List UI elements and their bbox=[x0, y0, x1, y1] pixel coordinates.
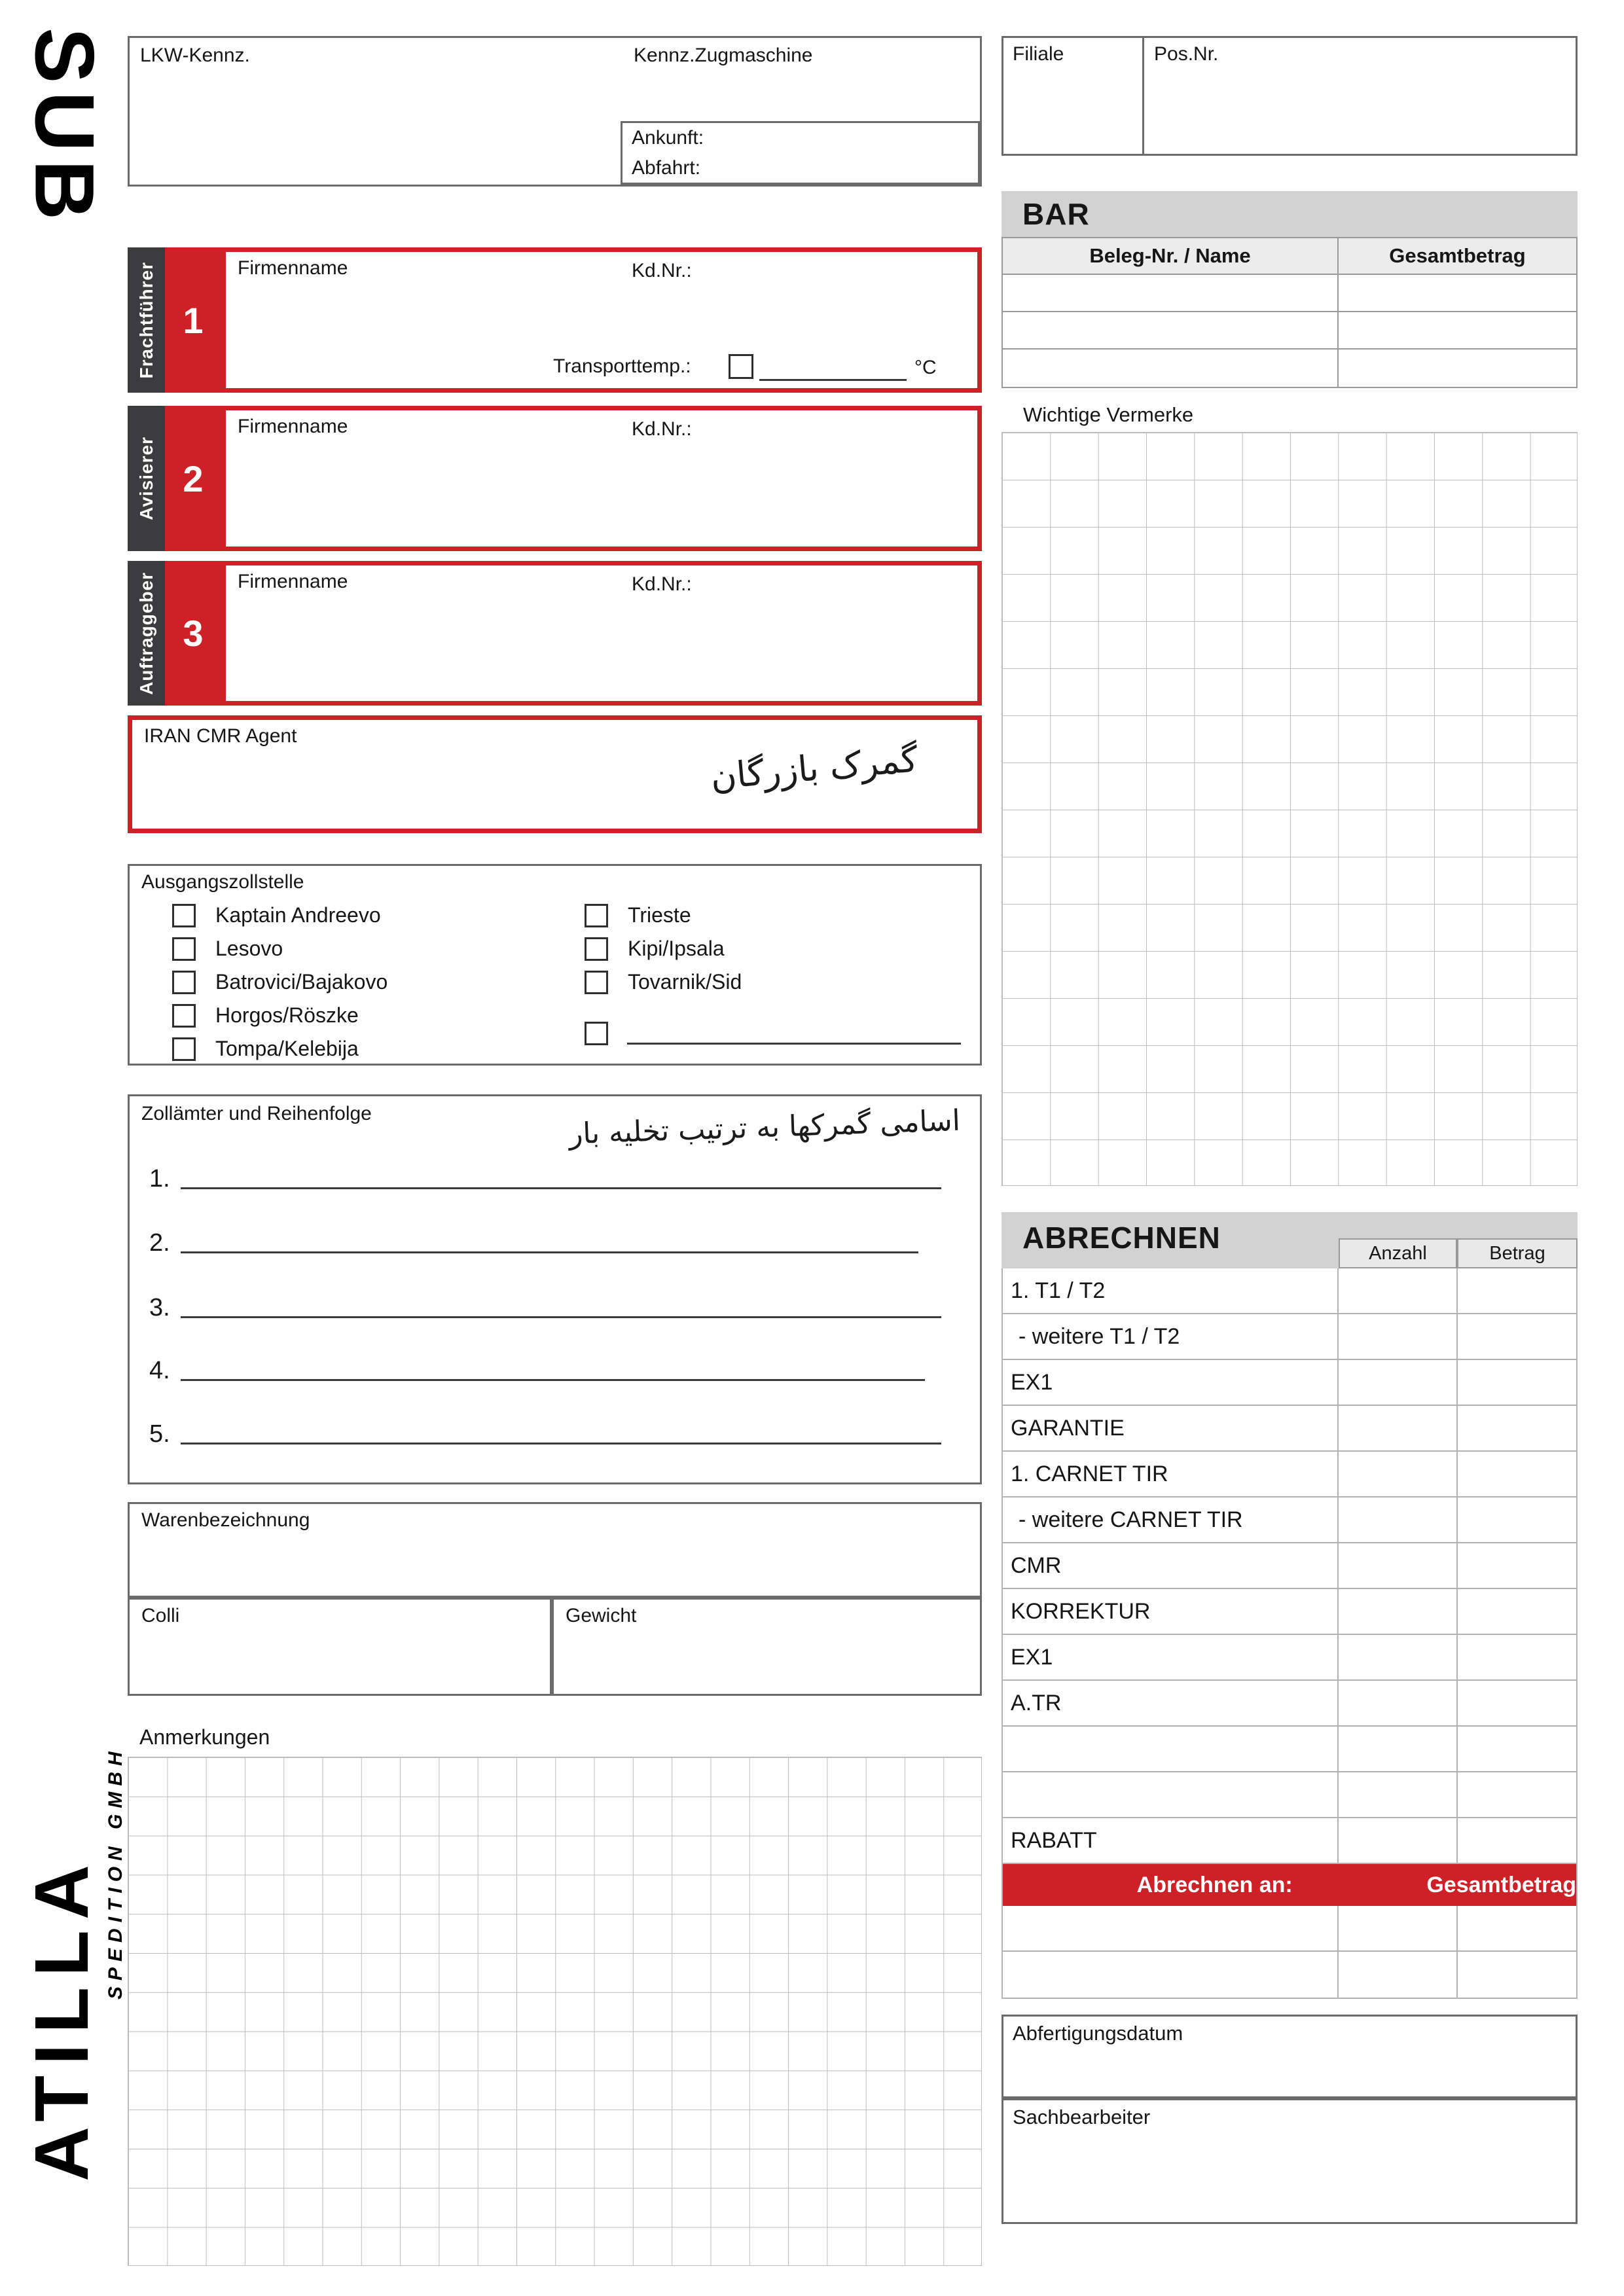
gewicht-box[interactable] bbox=[552, 1598, 982, 1696]
abrechnen-row bbox=[1003, 1543, 1576, 1589]
auftraggeber-side-label: Auftraggeber bbox=[135, 571, 156, 695]
bar-table-row bbox=[1003, 350, 1576, 387]
zoll-line-number: 5. bbox=[149, 1420, 170, 1448]
zoll-line-2 bbox=[149, 1226, 918, 1257]
abrechnen-row-label: EX1 bbox=[1003, 1360, 1339, 1405]
abrechnen-row-blank bbox=[1003, 1906, 1576, 1952]
anmerkungen-label: Anmerkungen bbox=[139, 1725, 270, 1749]
zollstelle-option bbox=[585, 903, 691, 927]
atilla-logo-subtitle-text: SPEDITION GMBH bbox=[105, 1746, 126, 2000]
frachtfuehrer-side-bar bbox=[128, 247, 165, 393]
warenbezeichnung-box[interactable] bbox=[128, 1502, 982, 1598]
abrechnen-row-label: CMR bbox=[1003, 1543, 1339, 1588]
zollaemter-box bbox=[128, 1094, 982, 1484]
abrechnen-anzahl-cell[interactable] bbox=[1339, 1406, 1458, 1450]
abrechnen-row-label: KORREKTUR bbox=[1003, 1589, 1339, 1634]
gewicht-label: Gewicht bbox=[566, 1605, 637, 1626]
abrechnen-an-label: Abrechnen an: bbox=[1136, 1872, 1293, 1897]
abrechnen-anzahl-cell[interactable] bbox=[1339, 1498, 1458, 1542]
abrechnen-anzahl-cell[interactable] bbox=[1339, 1906, 1458, 1950]
zollstelle-checkbox[interactable] bbox=[172, 1004, 196, 1028]
abrechnen-row-label: EX1 bbox=[1003, 1635, 1339, 1679]
zollstelle-checkbox[interactable] bbox=[172, 904, 196, 927]
abrechnen-row bbox=[1003, 1314, 1576, 1360]
abrechnen-anzahl-cell[interactable] bbox=[1339, 1268, 1458, 1313]
bar-table-row bbox=[1003, 275, 1576, 312]
abfahrt-label: Abfahrt: bbox=[632, 157, 701, 179]
abrechnen-row bbox=[1003, 1360, 1576, 1406]
bar-cell-betrag[interactable] bbox=[1339, 312, 1576, 348]
kdnr-label: Kd.Nr.: bbox=[632, 260, 692, 281]
bar-cell-beleg[interactable] bbox=[1003, 275, 1339, 311]
ausgangszollstelle-box bbox=[128, 864, 982, 1066]
abrechnen-row-label: - weitere CARNET TIR bbox=[1003, 1498, 1339, 1542]
abrechnen-row bbox=[1003, 1268, 1576, 1314]
arrival-departure-box[interactable] bbox=[621, 121, 980, 185]
section-2-number bbox=[165, 406, 221, 551]
betrag-header: Betrag bbox=[1457, 1238, 1578, 1268]
bar-table-header-row bbox=[1003, 238, 1576, 275]
sub-logo bbox=[18, 27, 110, 296]
transporttemp-checkbox[interactable] bbox=[729, 354, 753, 379]
abrechnen-betrag-cell[interactable] bbox=[1458, 1681, 1576, 1725]
ankunft-label: Ankunft: bbox=[632, 127, 704, 149]
abrechnen-row-blank bbox=[1003, 1952, 1576, 1998]
anzahl-header: Anzahl bbox=[1339, 1238, 1457, 1268]
abrechnen-anzahl-cell[interactable] bbox=[1339, 1589, 1458, 1634]
zoll-line-1 bbox=[149, 1162, 941, 1193]
zollstelle-option bbox=[172, 1037, 359, 1061]
zoll-line-5 bbox=[149, 1417, 941, 1448]
atilla-logo-subtitle bbox=[102, 1692, 130, 2000]
zollstelle-option bbox=[585, 937, 725, 961]
truck-info-box[interactable] bbox=[128, 36, 982, 187]
abrechnen-row-label bbox=[1003, 1906, 1339, 1950]
abrechnen-an-bar bbox=[1003, 1864, 1576, 1906]
iran-cmr-agent-label: IRAN CMR Agent bbox=[144, 725, 297, 747]
zollstelle-option bbox=[172, 970, 388, 994]
sachbearbeiter-box[interactable] bbox=[1001, 2098, 1578, 2224]
abrechnen-row bbox=[1003, 1635, 1576, 1681]
gesamtbetrag-header: Gesamtbetrag bbox=[1389, 244, 1526, 267]
frachtfuehrer-input-area[interactable] bbox=[221, 247, 982, 393]
zollstelle-option-label: Horgos/Röszke bbox=[215, 1003, 359, 1027]
abrechnen-anzahl-cell[interactable] bbox=[1339, 1681, 1458, 1725]
zoll-line-number: 4. bbox=[149, 1357, 170, 1384]
abrechnen-anzahl-cell[interactable] bbox=[1339, 1772, 1458, 1817]
frachtfuehrer-side-label: Frachtführer bbox=[135, 261, 156, 379]
transporttemp-label: Transporttemp.: bbox=[553, 355, 691, 377]
bar-cell-beleg[interactable] bbox=[1003, 350, 1339, 387]
bar-title: BAR bbox=[1022, 197, 1090, 231]
abrechnen-betrag-cell[interactable] bbox=[1458, 1589, 1576, 1634]
iran-cmr-agent-box[interactable] bbox=[128, 715, 982, 833]
abrechnen-betrag-cell[interactable] bbox=[1458, 1543, 1576, 1588]
abrechnen-betrag-cell[interactable] bbox=[1458, 1314, 1576, 1359]
abrechnen-anzahl-cell[interactable] bbox=[1339, 1314, 1458, 1359]
beleg-nr-name-header: Beleg-Nr. / Name bbox=[1003, 238, 1339, 274]
wichtige-vermerke-label: Wichtige Vermerke bbox=[1023, 403, 1194, 426]
zollaemter-handwriting: اسامی گمرکها به ترتیب تخلیه بار bbox=[568, 1103, 961, 1151]
auftraggeber-side-bar bbox=[128, 561, 165, 706]
zollstelle-option-label: Trieste bbox=[628, 903, 691, 927]
gesamtbetrag-label: Gesamtbetrag bbox=[1426, 1872, 1576, 1897]
vermerke-grid[interactable] bbox=[1001, 432, 1578, 1186]
bar-table-row bbox=[1003, 312, 1576, 350]
abrechnen-anzahl-cell[interactable] bbox=[1339, 1360, 1458, 1405]
abrechnen-row bbox=[1003, 1681, 1576, 1727]
zollaemter-label: Zollämter und Reihenfolge bbox=[141, 1103, 372, 1124]
abrechnen-title: ABRECHNEN bbox=[1022, 1221, 1221, 1255]
kdnr-label: Kd.Nr.: bbox=[632, 418, 692, 440]
bar-section-header bbox=[1001, 191, 1578, 237]
zollstelle-option-label: Tovarnik/Sid bbox=[628, 970, 742, 994]
abrechnen-betrag-cell[interactable] bbox=[1458, 1268, 1576, 1313]
zoll-writein-line[interactable] bbox=[181, 1187, 941, 1189]
abrechnen-row bbox=[1003, 1406, 1576, 1452]
abrechnen-betrag-cell[interactable] bbox=[1458, 1952, 1576, 1998]
abrechnen-anzahl-cell[interactable] bbox=[1339, 1543, 1458, 1588]
abrechnen-row bbox=[1003, 1589, 1576, 1635]
zoll-line-4 bbox=[149, 1354, 925, 1385]
zollstelle-other-writein-line[interactable] bbox=[627, 1022, 961, 1045]
zollstelle-option-label: Lesovo bbox=[215, 937, 283, 960]
rabatt-label: RABATT bbox=[1003, 1818, 1339, 1863]
abrechnen-betrag-cell[interactable] bbox=[1458, 1635, 1576, 1679]
zollstelle-option-label: Batrovici/Bajakovo bbox=[215, 970, 388, 994]
avisierer-side-label: Avisierer bbox=[135, 437, 156, 520]
zollstelle-option-label: Tompa/Kelebija bbox=[215, 1037, 359, 1060]
firmenname-label: Firmenname bbox=[238, 416, 348, 437]
zoll-writein-line[interactable] bbox=[181, 1251, 918, 1253]
abrechnen-betrag-cell[interactable] bbox=[1458, 1906, 1576, 1950]
zollstelle-option bbox=[172, 903, 381, 927]
abrechnen-rabatt-row bbox=[1003, 1818, 1576, 1864]
bar-cell-beleg[interactable] bbox=[1003, 312, 1339, 348]
transporttemp-writein-line[interactable] bbox=[759, 355, 907, 381]
sachbearbeiter-label: Sachbearbeiter bbox=[1013, 2106, 1151, 2128]
zoll-line-number: 2. bbox=[149, 1229, 170, 1257]
abrechnen-row-label bbox=[1003, 1772, 1339, 1817]
section-1-number bbox=[165, 247, 221, 393]
temp-unit-label: °C bbox=[914, 357, 937, 378]
abrechnen-row-blank bbox=[1003, 1772, 1576, 1818]
bar-cell-betrag[interactable] bbox=[1339, 350, 1576, 387]
zollstelle-option bbox=[172, 937, 283, 961]
section-3-number bbox=[165, 561, 221, 706]
ausgangszollstelle-label: Ausgangszollstelle bbox=[141, 871, 304, 893]
colli-label: Colli bbox=[141, 1605, 180, 1626]
abrechnen-betrag-cell[interactable] bbox=[1458, 1772, 1576, 1817]
anmerkungen-grid[interactable] bbox=[128, 1757, 982, 2266]
abrechnen-anzahl-cell[interactable] bbox=[1339, 1952, 1458, 1998]
abrechnen-anzahl-cell[interactable] bbox=[1339, 1452, 1458, 1496]
zoll-line-number: 3. bbox=[149, 1294, 170, 1321]
zoll-writein-line[interactable] bbox=[181, 1316, 941, 1318]
zollstelle-checkbox[interactable] bbox=[585, 971, 608, 994]
abrechnen-anzahl-cell[interactable] bbox=[1339, 1635, 1458, 1679]
zollstelle-checkbox[interactable] bbox=[585, 904, 608, 927]
abrechnen-row-label bbox=[1003, 1952, 1339, 1998]
abrechnen-row-blank bbox=[1003, 1727, 1576, 1772]
zollstelle-checkbox[interactable] bbox=[585, 937, 608, 961]
abrechnen-row-label: - weitere T1 / T2 bbox=[1003, 1314, 1339, 1359]
zoll-writein-line[interactable] bbox=[181, 1443, 941, 1444]
zollstelle-checkbox[interactable] bbox=[172, 1037, 196, 1061]
abrechnen-betrag-cell[interactable] bbox=[1458, 1818, 1576, 1863]
zollstelle-option-label: Kaptain Andreevo bbox=[215, 903, 381, 927]
section-2-number-text: 2 bbox=[183, 457, 204, 499]
pos-nr-label: Pos.Nr. bbox=[1154, 43, 1219, 65]
abrechnen-betrag-cell[interactable] bbox=[1458, 1360, 1576, 1405]
section-3-number-text: 3 bbox=[183, 613, 204, 654]
firmenname-label: Firmenname bbox=[238, 257, 348, 279]
filiale-posnr-box[interactable] bbox=[1001, 36, 1578, 156]
abrechnen-anzahl-cell[interactable] bbox=[1339, 1727, 1458, 1771]
abrechnen-row-label: GARANTIE bbox=[1003, 1406, 1339, 1450]
abrechnen-betrag-cell[interactable] bbox=[1458, 1498, 1576, 1542]
abrechnen-row-label: 1. CARNET TIR bbox=[1003, 1452, 1339, 1496]
bar-table bbox=[1001, 237, 1578, 388]
abrechnen-betrag-cell[interactable] bbox=[1458, 1406, 1576, 1450]
zollstelle-option bbox=[585, 970, 742, 994]
abrechnen-row-label bbox=[1003, 1727, 1339, 1771]
abrechnen-betrag-cell[interactable] bbox=[1458, 1727, 1576, 1771]
zollstelle-checkbox[interactable] bbox=[172, 971, 196, 994]
atilla-logo bbox=[20, 1692, 103, 2181]
kennz-zugmaschine-label: Kennz.Zugmaschine bbox=[634, 45, 813, 66]
section-1-number-text: 1 bbox=[183, 299, 204, 341]
lkw-kennz-label: LKW-Kennz. bbox=[140, 45, 250, 66]
avisierer-side-bar bbox=[128, 406, 165, 551]
abrechnen-row-label: A.TR bbox=[1003, 1681, 1339, 1725]
warenbezeichnung-label: Warenbezeichnung bbox=[141, 1509, 310, 1531]
bar-cell-betrag[interactable] bbox=[1339, 275, 1576, 311]
abrechnen-row bbox=[1003, 1452, 1576, 1498]
abrechnen-betrag-cell[interactable] bbox=[1458, 1452, 1576, 1496]
zollstelle-option-other bbox=[585, 1022, 608, 1045]
zollstelle-checkbox[interactable] bbox=[172, 937, 196, 961]
zoll-line-3 bbox=[149, 1291, 941, 1322]
filiale-label: Filiale bbox=[1013, 43, 1064, 65]
zoll-writein-line[interactable] bbox=[181, 1379, 925, 1381]
filiale-divider bbox=[1142, 38, 1144, 154]
kdnr-label: Kd.Nr.: bbox=[632, 573, 692, 595]
abfertigungsdatum-box[interactable] bbox=[1001, 2015, 1578, 2098]
zoll-line-number: 1. bbox=[149, 1165, 170, 1193]
firmenname-label: Firmenname bbox=[238, 571, 348, 592]
iran-handwriting: گمرک بازرگان bbox=[709, 738, 920, 798]
avisierer-input-area[interactable] bbox=[221, 406, 982, 551]
abrechnen-row-label: 1. T1 / T2 bbox=[1003, 1268, 1339, 1313]
auftraggeber-input-area[interactable] bbox=[221, 561, 982, 706]
atilla-logo-text: ATILLA bbox=[19, 1854, 104, 2181]
colli-box[interactable] bbox=[128, 1598, 552, 1696]
sub-logo-text: SUB bbox=[17, 27, 111, 228]
zollstelle-checkbox[interactable] bbox=[585, 1022, 608, 1045]
zollstelle-option bbox=[172, 1003, 359, 1028]
abrechnen-table bbox=[1001, 1268, 1578, 1999]
abrechnen-row bbox=[1003, 1498, 1576, 1543]
abrechnen-anzahl-cell[interactable] bbox=[1339, 1818, 1458, 1863]
abfertigungsdatum-label: Abfertigungsdatum bbox=[1013, 2022, 1183, 2045]
zollstelle-option-label: Kipi/Ipsala bbox=[628, 937, 725, 960]
